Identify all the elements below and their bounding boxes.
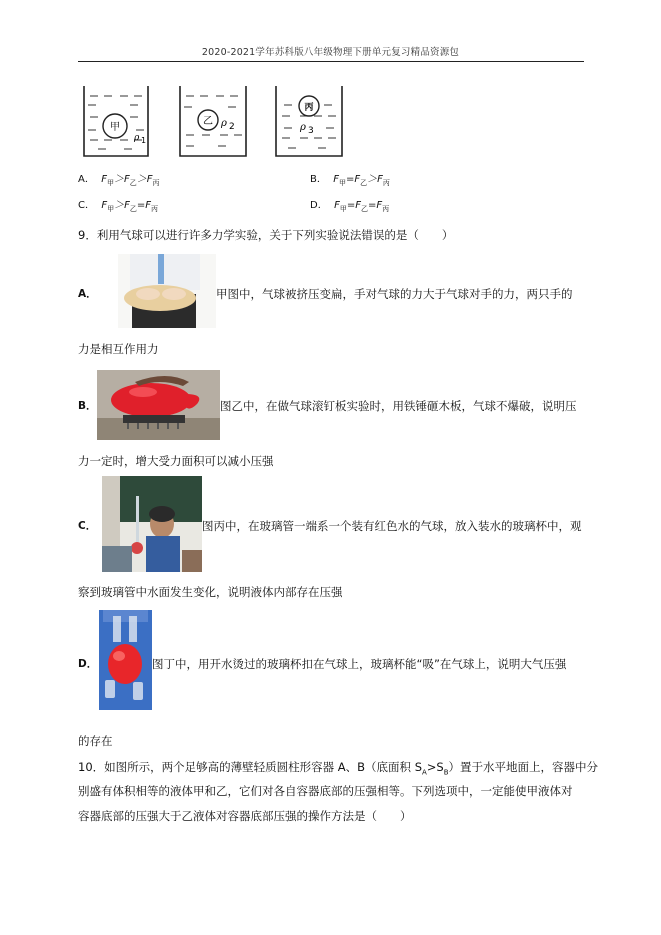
q9-a-line1: 甲图中，气球被挤压变扁，手对气球的力大于气球对手的力，两只手的 [216, 287, 573, 301]
q9-c-line2: 察到玻璃管中水面发生变化，说明液体内部存在压强 [78, 585, 343, 599]
svg-text:1: 1 [141, 136, 147, 145]
beaker-3 [276, 86, 342, 156]
beaker-2 [180, 86, 246, 156]
svg-text:乙: 乙 [203, 116, 213, 127]
q9-d-line2: 的存在 [78, 734, 113, 748]
balloon-squeeze-picture [118, 254, 216, 328]
svg-text:3: 3 [308, 126, 314, 136]
svg-text:ρ: ρ [221, 118, 227, 129]
q9-d-line1: 图丁中，用开水烫过的玻璃杯扣在气球上，玻璃杯能“吸”在气球上，说明大气压强 [152, 657, 567, 671]
q9-a-letter: A． [78, 288, 97, 300]
svg-text:丙: 丙 [304, 103, 314, 113]
q9-d-letter: D． [78, 658, 98, 670]
balloon-cups-picture [99, 610, 152, 710]
q9-b-letter: B． [78, 400, 97, 412]
header-rule [78, 61, 584, 62]
q10-line1: 10．如图所示，两个足够高的薄壁轻质圆柱形容器 A、B（底面积 $S_A>S_B$）置于水平地面上，容器中分 [78, 760, 599, 777]
q9-b-line1: 图乙中，在做气球滚钉板实验时，用铁锤砸木板，气球不爆破，说明压 [220, 399, 577, 413]
classroom-experiment-picture [102, 476, 202, 572]
q9-a-line2: 力是相互作用力 [78, 342, 159, 356]
q9-stem: 9．利用气球可以进行许多力学实验，关于下列实验说法错误的是（ ） [78, 228, 454, 242]
q9-c-line1: 图丙中，在玻璃管一端系一个装有红色水的气球，放入装水的玻璃杯中，观 [202, 519, 582, 533]
q9-c-image [102, 476, 202, 572]
q9-a-image [118, 254, 216, 328]
svg-text:ρ: ρ [300, 122, 306, 133]
q9-c-letter: C． [78, 520, 97, 532]
svg-text:ρ: ρ [134, 133, 140, 143]
beaker-figures [78, 80, 358, 160]
page-header: 2020-2021学年苏科版八年级物理下册单元复习精品资源包 [201, 47, 460, 58]
beaker-1 [84, 86, 148, 156]
q8-option-b: B． $F_甲=F_乙>F_丙$ [310, 174, 390, 187]
q9-b-line2: 力一定时，增大受力面积可以减小压强 [78, 454, 274, 468]
q10-line3: 容器底部的压强大于乙液体对容器底部压强的操作方法是（ ） [78, 809, 412, 823]
q8-option-a: A． $F_甲>F_乙>F_丙$ [78, 174, 160, 187]
q10-line2: 别盛有体积相等的液体甲和乙，它们对各自容器底部的压强相等。下列选项中，一定能使甲液体对 [78, 784, 573, 798]
q8-option-d: D． $F_甲=F_乙=F_丙$ [310, 200, 390, 213]
q9-d-image [99, 610, 152, 710]
q9-b-image [97, 370, 220, 440]
svg-text:2: 2 [229, 122, 235, 132]
q8-option-c: C． $F_甲>F_乙=F_丙$ [78, 200, 159, 213]
balloon-nail-bed-picture [97, 370, 220, 440]
svg-text:甲: 甲 [110, 122, 120, 133]
